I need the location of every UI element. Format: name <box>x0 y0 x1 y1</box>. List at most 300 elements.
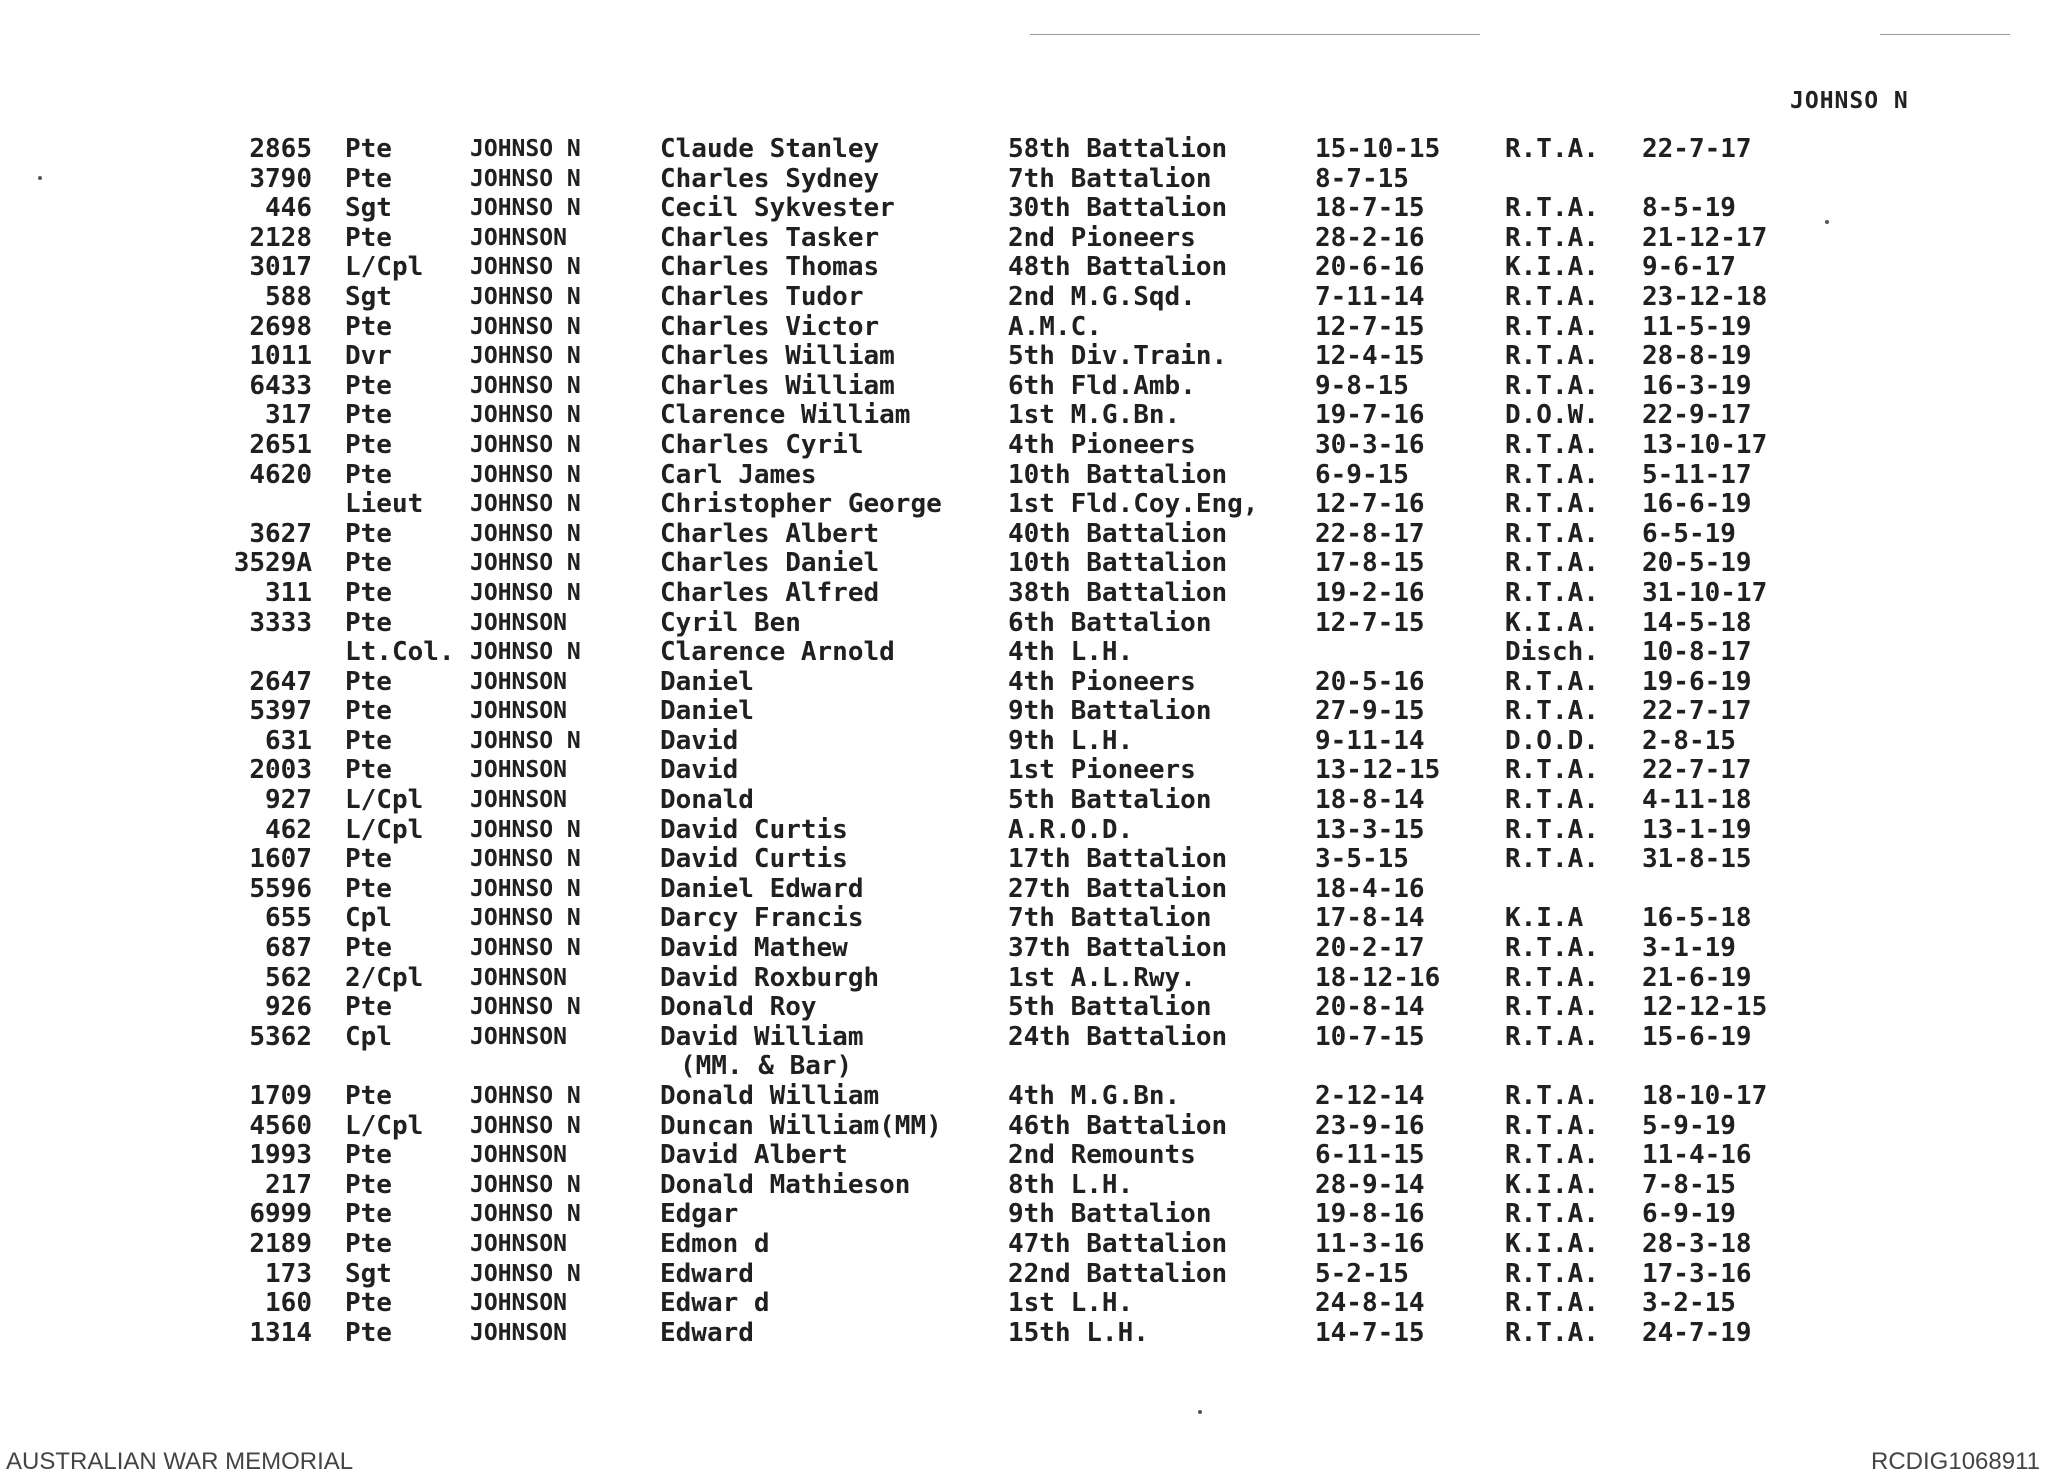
unit: 22nd Battalion <box>1008 1258 1228 1289</box>
unit: 10th Battalion <box>1008 548 1228 579</box>
unit: 6th Fld.Amb. <box>1008 370 1196 401</box>
given-names: Donald William <box>660 1081 880 1111</box>
fate-date: 6-5-19 <box>1642 518 1736 549</box>
surname: JOHNSON <box>470 787 567 814</box>
fate: R.T.A. <box>1505 429 1599 460</box>
rank: Pte <box>345 1169 392 1200</box>
enlistment-date: 20-2-17 <box>1315 933 1425 964</box>
given-names: Daniel <box>660 696 754 727</box>
fate-date: 10-8-17 <box>1642 637 1752 668</box>
surname: JOHNSON <box>470 964 567 991</box>
surname: JOHNSO N <box>470 343 581 370</box>
fate: R.T.A. <box>1505 222 1599 253</box>
fate-date: 5-11-17 <box>1642 459 1752 490</box>
enlistment-date: 17-8-15 <box>1315 548 1425 579</box>
top-rule-left <box>1030 34 1480 35</box>
surname: JOHNSO N <box>470 905 581 932</box>
enlistment-date: 12-7-15 <box>1315 607 1425 638</box>
rank: Pte <box>345 1228 392 1259</box>
service-number: 1709 <box>249 1081 312 1111</box>
fate-date: 24-7-19 <box>1642 1317 1752 1348</box>
fate-date: 11-4-16 <box>1642 1140 1752 1171</box>
fate-date: 16-5-18 <box>1642 903 1752 934</box>
footer-institution: AUSTRALIAN WAR MEMORIAL <box>6 1448 354 1475</box>
surname: JOHNSO N <box>470 1201 581 1228</box>
given-names: David Albert <box>660 1140 848 1171</box>
fate-date: 21-12-17 <box>1642 222 1768 253</box>
unit: 9th Battalion <box>1008 1199 1212 1230</box>
service-number: 446 <box>265 193 312 224</box>
scan-speck <box>1825 220 1829 224</box>
given-names: Donald Roy <box>660 992 817 1023</box>
surname: JOHNSO N <box>470 550 581 577</box>
rank: Pte <box>345 459 392 490</box>
fate-date: 16-3-19 <box>1642 370 1752 401</box>
surname: JOHNSO N <box>470 579 581 606</box>
unit: 9th Battalion <box>1008 696 1212 727</box>
rank: L/Cpl <box>345 1110 424 1141</box>
fate: R.T.A. <box>1505 311 1599 342</box>
given-names: Charles Tudor <box>660 281 864 312</box>
rank: Pte <box>345 725 392 756</box>
fate-date: 28-8-19 <box>1642 341 1752 372</box>
given-names: Charles Tasker <box>660 222 880 253</box>
unit: 5th Div.Train. <box>1008 341 1228 372</box>
enlistment-date: 6-11-15 <box>1315 1140 1425 1171</box>
enlistment-date: 24-8-14 <box>1315 1288 1425 1319</box>
service-number: 1993 <box>249 1140 312 1171</box>
service-number: 5397 <box>249 696 312 727</box>
rank: Pte <box>345 429 392 460</box>
fate: R.T.A. <box>1505 577 1599 608</box>
service-number: 160 <box>265 1288 312 1319</box>
enlistment-date: 19-8-16 <box>1315 1199 1425 1230</box>
fate-date: 16-6-19 <box>1642 489 1752 520</box>
fate: R.T.A. <box>1505 755 1599 786</box>
fate-date: 13-10-17 <box>1642 429 1768 460</box>
surname: JOHNSON <box>470 1142 567 1169</box>
fate-date: 13-1-19 <box>1642 814 1752 845</box>
given-names: Charles Cyril <box>660 429 864 460</box>
unit: 4th M.G.Bn. <box>1008 1081 1181 1111</box>
service-number: 6433 <box>249 370 312 401</box>
fate-date: 20-5-19 <box>1642 548 1752 579</box>
given-names: Cyril Ben <box>660 607 801 638</box>
given-names: Daniel <box>660 666 754 697</box>
fate: R.T.A. <box>1505 962 1599 993</box>
surname: JOHNSO N <box>470 195 581 222</box>
fate: R.T.A. <box>1505 341 1599 372</box>
service-number: 655 <box>265 903 312 934</box>
unit: 6th Battalion <box>1008 607 1212 638</box>
enlistment-date: 6-9-15 <box>1315 459 1409 490</box>
fate-date: 14-5-18 <box>1642 607 1752 638</box>
service-number: 1011 <box>249 341 312 372</box>
fate-date: 23-12-18 <box>1642 281 1768 312</box>
service-number: 173 <box>265 1258 312 1289</box>
surname: JOHNSO N <box>470 1260 581 1287</box>
unit: 7th Battalion <box>1008 903 1212 934</box>
rank: Pte <box>345 518 392 549</box>
rank: Sgt <box>345 193 392 224</box>
given-names: Edgar <box>660 1199 739 1230</box>
enlistment-date: 23-9-16 <box>1315 1110 1425 1141</box>
rank: Lt.Col. <box>345 637 455 668</box>
unit: 38th Battalion <box>1008 577 1228 608</box>
fate-date: 22-7-17 <box>1642 755 1752 786</box>
rank: Pte <box>345 577 392 608</box>
enlistment-date: 2-12-14 <box>1315 1081 1425 1111</box>
scan-speck <box>1198 1410 1202 1414</box>
surname: JOHNSO N <box>470 816 581 843</box>
unit: 9th L.H. <box>1008 725 1134 756</box>
given-names: Charles William <box>660 341 895 372</box>
surname: JOHNSO N <box>470 372 581 399</box>
honours-note: (MM. & Bar) <box>680 1051 853 1082</box>
given-names: David Curtis <box>660 814 848 845</box>
unit: A.M.C. <box>1008 311 1102 342</box>
enlistment-date: 18-8-14 <box>1315 785 1425 816</box>
enlistment-date: 11-3-16 <box>1315 1228 1425 1259</box>
surname: JOHNSON <box>470 1290 567 1317</box>
surname: JOHNSO N <box>470 136 581 162</box>
rank: Pte <box>345 666 392 697</box>
unit: 27th Battalion <box>1008 873 1228 904</box>
rank: L/Cpl <box>345 785 424 816</box>
surname: JOHNSON <box>470 668 567 695</box>
fate-date: 18-10-17 <box>1642 1081 1768 1111</box>
fate-date: 7-8-15 <box>1642 1169 1736 1200</box>
surname: JOHNSON <box>470 757 567 784</box>
enlistment-date: 15-10-15 <box>1315 134 1441 164</box>
enlistment-date: 20-8-14 <box>1315 992 1425 1023</box>
rank: Pte <box>345 873 392 904</box>
fate: Disch. <box>1505 637 1599 668</box>
given-names: Clarence William <box>660 400 911 431</box>
enlistment-date: 14-7-15 <box>1315 1317 1425 1348</box>
rank: Pte <box>345 311 392 342</box>
unit: 1st M.G.Bn. <box>1008 400 1181 431</box>
surname: JOHNSON <box>470 1023 567 1050</box>
enlistment-date: 7-11-14 <box>1315 281 1425 312</box>
surname: JOHNSO N <box>470 639 581 666</box>
enlistment-date: 18-4-16 <box>1315 873 1425 904</box>
unit: 2nd Remounts <box>1008 1140 1196 1171</box>
service-number: 3333 <box>249 607 312 638</box>
fate: R.T.A. <box>1505 1081 1599 1111</box>
surname: JOHNSO N <box>470 935 581 962</box>
given-names: Edward <box>660 1317 754 1348</box>
service-number: 317 <box>265 400 312 431</box>
unit: 48th Battalion <box>1008 252 1228 283</box>
surname: JOHNSO N <box>470 165 581 192</box>
enlistment-date: 9-8-15 <box>1315 370 1409 401</box>
service-number: 4620 <box>249 459 312 490</box>
service-number: 2647 <box>249 666 312 697</box>
fate: R.T.A. <box>1505 814 1599 845</box>
rank: Pte <box>345 400 392 431</box>
rank: Pte <box>345 755 392 786</box>
fate: R.T.A. <box>1505 666 1599 697</box>
surname: JOHNSO N <box>470 491 581 518</box>
fate: R.T.A. <box>1505 1317 1599 1348</box>
enlistment-date: 18-7-15 <box>1315 193 1425 224</box>
rank: Pte <box>345 134 392 164</box>
service-number: 2189 <box>249 1228 312 1259</box>
unit: 15th L.H. <box>1008 1317 1149 1348</box>
service-number: 217 <box>265 1169 312 1200</box>
fate-date: 17-3-16 <box>1642 1258 1752 1289</box>
rank: Pte <box>345 163 392 194</box>
given-names: David Curtis <box>660 844 848 875</box>
given-names: David Roxburgh <box>660 962 880 993</box>
given-names: Edwar d <box>660 1288 770 1319</box>
surname: JOHNSO N <box>470 431 581 458</box>
given-names: Daniel Edward <box>660 873 864 904</box>
unit: 4th L.H. <box>1008 637 1134 668</box>
service-number: 5362 <box>249 1021 312 1052</box>
enlistment-date: 28-9-14 <box>1315 1169 1425 1200</box>
given-names: Clarence Arnold <box>660 637 895 668</box>
unit: 8th L.H. <box>1008 1169 1134 1200</box>
service-number: 2651 <box>249 429 312 460</box>
given-names: Charles Albert <box>660 518 880 549</box>
unit: 17th Battalion <box>1008 844 1228 875</box>
given-names: Edmon d <box>660 1228 770 1259</box>
fate-date: 3-1-19 <box>1642 933 1736 964</box>
fate: R.T.A. <box>1505 844 1599 875</box>
fate: K.I.A <box>1505 903 1584 934</box>
rank: L/Cpl <box>345 814 424 845</box>
fate: R.T.A. <box>1505 518 1599 549</box>
given-names: Duncan William(MM) <box>660 1110 942 1141</box>
unit: 37th Battalion <box>1008 933 1228 964</box>
enlistment-date: 17-8-14 <box>1315 903 1425 934</box>
given-names: Charles Daniel <box>660 548 880 579</box>
enlistment-date: 27-9-15 <box>1315 696 1425 727</box>
fate-date: 15-6-19 <box>1642 1021 1752 1052</box>
given-names: Charles Victor <box>660 311 880 342</box>
given-names: Cecil Sykvester <box>660 193 895 224</box>
rank: Pte <box>345 1199 392 1230</box>
fate: R.T.A. <box>1505 134 1599 164</box>
rank: Pte <box>345 992 392 1023</box>
footer-reference: RCDIG1068911 <box>1871 1448 2040 1475</box>
fate-date: 12-12-15 <box>1642 992 1768 1023</box>
rank: Sgt <box>345 1258 392 1289</box>
fate: D.O.W. <box>1505 400 1599 431</box>
service-number: 6999 <box>249 1199 312 1230</box>
surname: JOHNSO N <box>470 402 581 429</box>
rank: Pte <box>345 1081 392 1111</box>
surname: JOHNSO N <box>470 461 581 488</box>
service-number: 588 <box>265 281 312 312</box>
service-number: 462 <box>265 814 312 845</box>
header-surname: JOHNSO N <box>1790 88 1909 114</box>
fate: R.T.A. <box>1505 459 1599 490</box>
fate: R.T.A. <box>1505 1110 1599 1141</box>
unit: 1st A.L.Rwy. <box>1008 962 1196 993</box>
enlistment-date: 19-7-16 <box>1315 400 1425 431</box>
enlistment-date: 20-5-16 <box>1315 666 1425 697</box>
fate-date: 31-10-17 <box>1642 577 1768 608</box>
enlistment-date: 19-2-16 <box>1315 577 1425 608</box>
rank: L/Cpl <box>345 252 424 283</box>
fate-date: 4-11-18 <box>1642 785 1752 816</box>
fate: D.O.D. <box>1505 725 1599 756</box>
service-number: 4560 <box>249 1110 312 1141</box>
enlistment-date: 3-5-15 <box>1315 844 1409 875</box>
surname: JOHNSO N <box>470 283 581 310</box>
service-number: 5596 <box>249 873 312 904</box>
unit: 10th Battalion <box>1008 459 1228 490</box>
surname: JOHNSON <box>470 1319 567 1346</box>
enlistment-date: 13-3-15 <box>1315 814 1425 845</box>
unit: 4th Pioneers <box>1008 429 1196 460</box>
fate: R.T.A. <box>1505 1258 1599 1289</box>
given-names: David <box>660 755 739 786</box>
fate: R.T.A. <box>1505 281 1599 312</box>
enlistment-date: 30-3-16 <box>1315 429 1425 460</box>
unit: A.R.O.D. <box>1008 814 1134 845</box>
fate: R.T.A. <box>1505 193 1599 224</box>
given-names: Christopher George <box>660 489 942 520</box>
service-number: 3017 <box>249 252 312 283</box>
rank: Lieut <box>345 489 424 520</box>
service-number: 687 <box>265 933 312 964</box>
surname: JOHNSO N <box>470 1112 581 1139</box>
fate-date: 22-9-17 <box>1642 400 1752 431</box>
enlistment-date: 10-7-15 <box>1315 1021 1425 1052</box>
rank: 2/Cpl <box>345 962 424 993</box>
given-names: Donald <box>660 785 754 816</box>
given-names: Charles Sydney <box>660 163 880 194</box>
rank: Pte <box>345 933 392 964</box>
enlistment-date: 20-6-16 <box>1315 252 1425 283</box>
given-names: David Mathew <box>660 933 848 964</box>
unit: 1st Fld.Coy.Eng, <box>1008 489 1259 520</box>
surname: JOHNSON <box>470 224 567 251</box>
unit: 46th Battalion <box>1008 1110 1228 1141</box>
fate: R.T.A. <box>1505 933 1599 964</box>
service-number: 311 <box>265 577 312 608</box>
service-number: 2128 <box>249 222 312 253</box>
fate: R.T.A. <box>1505 1288 1599 1319</box>
given-names: Darcy Francis <box>660 903 864 934</box>
service-number: 3529A <box>233 548 312 579</box>
rank: Pte <box>345 607 392 638</box>
fate: R.T.A. <box>1505 992 1599 1023</box>
surname: JOHNSO N <box>470 846 581 873</box>
service-number: 1314 <box>249 1317 312 1348</box>
fate: R.T.A. <box>1505 548 1599 579</box>
fate-date: 22-7-17 <box>1642 134 1752 164</box>
fate-date: 8-5-19 <box>1642 193 1736 224</box>
surname: JOHNSON <box>470 609 567 636</box>
service-number: 2865 <box>249 134 312 164</box>
service-number: 1607 <box>249 844 312 875</box>
rank: Pte <box>345 222 392 253</box>
enlistment-date: 18-12-16 <box>1315 962 1441 993</box>
fate: R.T.A. <box>1505 1199 1599 1230</box>
unit: 5th Battalion <box>1008 785 1212 816</box>
unit: 58th Battalion <box>1008 134 1228 164</box>
given-names: Charles Alfred <box>660 577 880 608</box>
enlistment-date: 28-2-16 <box>1315 222 1425 253</box>
fate: R.T.A. <box>1505 489 1599 520</box>
fate-date: 3-2-15 <box>1642 1288 1736 1319</box>
scan-speck <box>38 176 42 180</box>
surname: JOHNSO N <box>470 1171 581 1198</box>
service-number: 927 <box>265 785 312 816</box>
rank: Sgt <box>345 281 392 312</box>
service-number: 562 <box>265 962 312 993</box>
surname: JOHNSON <box>470 698 567 725</box>
unit: 2nd Pioneers <box>1008 222 1196 253</box>
fate: R.T.A. <box>1505 370 1599 401</box>
rank: Cpl <box>345 1021 392 1052</box>
rank: Pte <box>345 1317 392 1348</box>
enlistment-date: 13-12-15 <box>1315 755 1441 786</box>
service-number: 2698 <box>249 311 312 342</box>
fate-date: 28-3-18 <box>1642 1228 1752 1259</box>
surname: JOHNSO N <box>470 994 581 1021</box>
fate: R.T.A. <box>1505 1140 1599 1171</box>
rank: Cpl <box>345 903 392 934</box>
given-names: Charles William <box>660 370 895 401</box>
fate-date: 6-9-19 <box>1642 1199 1736 1230</box>
fate-date: 21-6-19 <box>1642 962 1752 993</box>
service-number: 2003 <box>249 755 312 786</box>
surname: JOHNSO N <box>470 727 581 754</box>
service-number: 926 <box>265 992 312 1023</box>
enlistment-date: 5-2-15 <box>1315 1258 1409 1289</box>
unit: 4th Pioneers <box>1008 666 1196 697</box>
enlistment-date: 22-8-17 <box>1315 518 1425 549</box>
top-rule-right <box>1880 34 2010 35</box>
unit: 7th Battalion <box>1008 163 1212 194</box>
fate-date: 22-7-17 <box>1642 696 1752 727</box>
rank: Pte <box>345 1288 392 1319</box>
unit: 24th Battalion <box>1008 1021 1228 1052</box>
given-names: Donald Mathieson <box>660 1169 911 1200</box>
rank: Pte <box>345 844 392 875</box>
enlistment-date: 8-7-15 <box>1315 163 1409 194</box>
unit: 40th Battalion <box>1008 518 1228 549</box>
fate: R.T.A. <box>1505 696 1599 727</box>
fate: K.I.A. <box>1505 1228 1599 1259</box>
surname: JOHNSO N <box>470 313 581 340</box>
enlistment-date: 9-11-14 <box>1315 725 1425 756</box>
unit: 30th Battalion <box>1008 193 1228 224</box>
unit: 2nd M.G.Sqd. <box>1008 281 1196 312</box>
rank: Pte <box>345 370 392 401</box>
given-names: Charles Thomas <box>660 252 880 283</box>
unit: 1st L.H. <box>1008 1288 1134 1319</box>
given-names: Carl James <box>660 459 817 490</box>
given-names: Claude Stanley <box>660 134 880 164</box>
fate: R.T.A. <box>1505 785 1599 816</box>
fate-date: 2-8-15 <box>1642 725 1736 756</box>
fate: K.I.A. <box>1505 252 1599 283</box>
surname: JOHNSO N <box>470 875 581 902</box>
given-names: Edward <box>660 1258 754 1289</box>
surname: JOHNSON <box>470 1230 567 1257</box>
fate-date: 9-6-17 <box>1642 252 1736 283</box>
given-names: David <box>660 725 739 756</box>
surname: JOHNSO N <box>470 254 581 281</box>
fate-date: 31-8-15 <box>1642 844 1752 875</box>
